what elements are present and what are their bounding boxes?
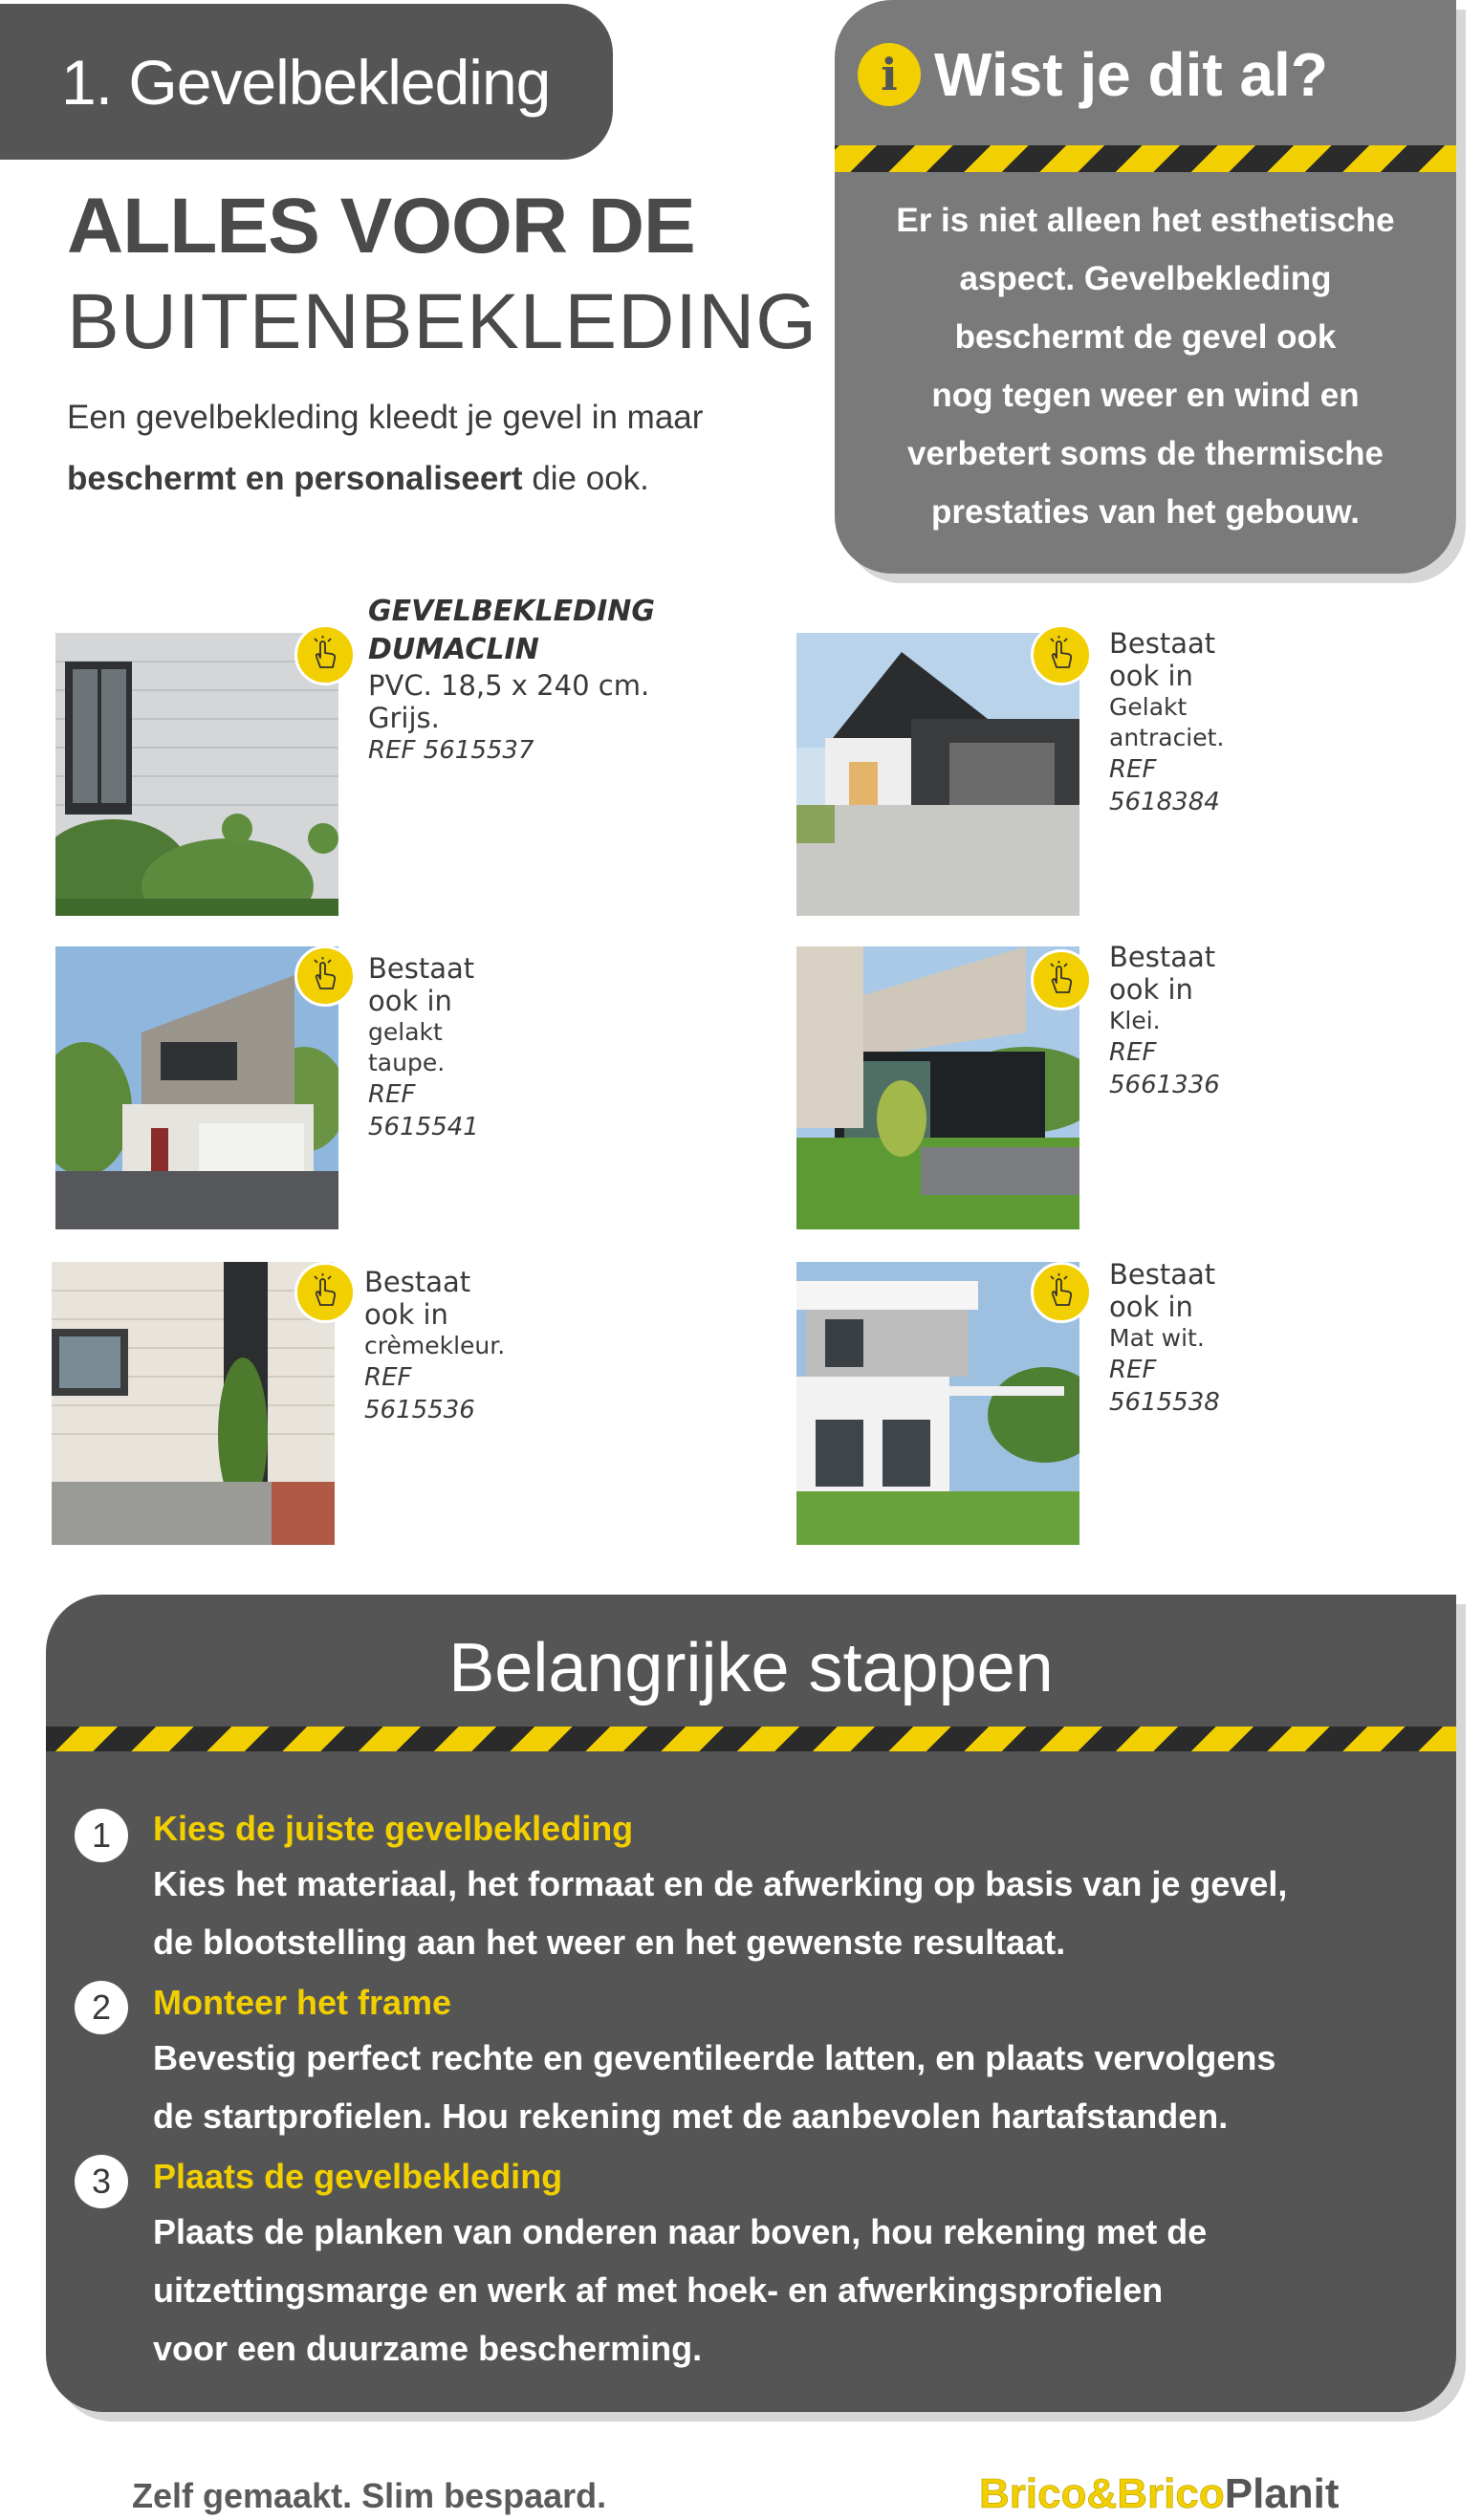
- product-text: [364, 1266, 505, 1426]
- product-ref: REF 5615537: [368, 736, 534, 765]
- product-spec: PVC. 18,5 x 240 cm.: [368, 669, 650, 702]
- product-text: [1109, 941, 1220, 1101]
- step-number: 2: [75, 1981, 128, 2034]
- product-color: Grijs.: [368, 702, 440, 734]
- product-name: DUMACLIN: [368, 633, 539, 666]
- svg-text:Brico&BricoPlanit: Brico&BricoPlanit: [979, 2470, 1340, 2517]
- section-title: 1. Gevelbekleding: [61, 47, 551, 118]
- hand-pointer-icon[interactable]: [294, 945, 356, 1007]
- info-text: [854, 191, 1437, 541]
- product-ref: REF 5618384: [1109, 755, 1220, 816]
- product-photo[interactable]: [796, 633, 1079, 916]
- hand-pointer-icon[interactable]: [1031, 624, 1092, 685]
- product-color: gelakt taupe.: [368, 1018, 446, 1076]
- step-line: de blootstelling aan het weer en het gewenste resultaat.: [153, 1923, 1066, 1962]
- product-variant-label: Bestaat ook in: [1109, 1258, 1216, 1323]
- product-ref: REF 5661336: [1109, 1038, 1220, 1099]
- product-text: [368, 952, 479, 1143]
- product-variant-label: Bestaat ook in: [368, 952, 475, 1017]
- product-color: crèmekleur.: [364, 1332, 506, 1359]
- step-number: 3: [75, 2155, 128, 2208]
- product-ref: REF 5615538: [1109, 1356, 1220, 1417]
- info-line: verbetert soms de thermische: [907, 435, 1384, 472]
- info-title: Wist je dit al?: [934, 40, 1328, 109]
- info-line: prestaties van het gebouw.: [931, 493, 1360, 531]
- info-icon: i: [858, 43, 921, 106]
- product-color: Mat wit.: [1109, 1324, 1205, 1352]
- product-text: [368, 593, 655, 767]
- section-title-tab: [0, 4, 613, 160]
- step-line: Bevestig perfect rechte en geventileerde latten, en plaats vervolgens: [153, 2038, 1276, 2077]
- info-title-row: [858, 36, 1328, 113]
- steps-box: [46, 1595, 1456, 2412]
- step-title: Kies de juiste gevelbekleding: [153, 1809, 634, 1848]
- product-photo[interactable]: [55, 633, 338, 916]
- product-text: [1109, 1258, 1220, 1419]
- hazard-stripe: [835, 145, 1456, 172]
- step-description: [153, 2029, 1415, 2145]
- step-number: 1: [75, 1809, 128, 1862]
- intro-text: [67, 387, 794, 510]
- product-text: [1109, 627, 1224, 818]
- product-photo[interactable]: [52, 1262, 335, 1545]
- hand-pointer-icon[interactable]: [1031, 949, 1092, 1010]
- info-line: beschermt de gevel ook: [954, 318, 1337, 356]
- hazard-stripe: [46, 1727, 1456, 1751]
- product-ref: REF 5615536: [364, 1363, 475, 1424]
- steps-title: Belangrijke stappen: [448, 1630, 1054, 1706]
- step-line: voor een duurzame bescherming.: [153, 2329, 703, 2368]
- product-variant-label: Bestaat ook in: [1109, 627, 1216, 692]
- step-title: Monteer het frame: [153, 1983, 452, 2022]
- product-photo[interactable]: [55, 946, 338, 1229]
- product-name: GEVELBEKLEDING: [368, 595, 655, 628]
- hand-pointer-icon[interactable]: [294, 1262, 356, 1323]
- intro-line-1: Een gevelbekleding kleedt je gevel in maar: [67, 399, 704, 436]
- headline-line-1: ALLES VOOR DE: [67, 183, 695, 270]
- step-title: Plaats de gevelbekleding: [153, 2157, 563, 2196]
- step-line: de startprofielen. Hou rekening met de aanbevolen hartafstanden.: [153, 2096, 1229, 2136]
- info-box: [835, 0, 1456, 574]
- intro-tail: die ook.: [522, 460, 649, 497]
- product-variant-label: Bestaat ook in: [364, 1266, 471, 1331]
- headline-line-2: BUITENBEKLEDING: [67, 278, 818, 365]
- step-line: Kies het materiaal, het formaat en de afwerking op basis van je gevel,: [153, 1864, 1288, 1903]
- product-variant-label: Bestaat ook in: [1109, 941, 1216, 1006]
- step-line: uitzettingsmarge en werk af met hoek- en afwerkingsprofielen: [153, 2270, 1164, 2310]
- brand-logo[interactable]: [979, 2469, 1371, 2517]
- product-ref: REF 5615541: [368, 1080, 479, 1141]
- step-description: [153, 1855, 1415, 1971]
- info-line: nog tegen weer en wind en: [931, 377, 1360, 414]
- hand-pointer-icon[interactable]: [1031, 1262, 1092, 1323]
- intro-bold: beschermt en personaliseert: [67, 460, 523, 497]
- info-line: aspect. Gevelbekleding: [959, 260, 1332, 297]
- step-description: [153, 2203, 1415, 2378]
- product-color: Gelakt antraciet.: [1109, 693, 1225, 751]
- info-line: Er is niet alleen het esthetische: [896, 202, 1395, 239]
- footer-tagline: Zelf gemaakt. Slim bespaard.: [132, 2476, 607, 2515]
- step-line: Plaats de planken van onderen naar boven, hou rekening met de: [153, 2212, 1208, 2251]
- product-color: Klei.: [1109, 1007, 1161, 1034]
- hand-pointer-icon[interactable]: [294, 624, 356, 685]
